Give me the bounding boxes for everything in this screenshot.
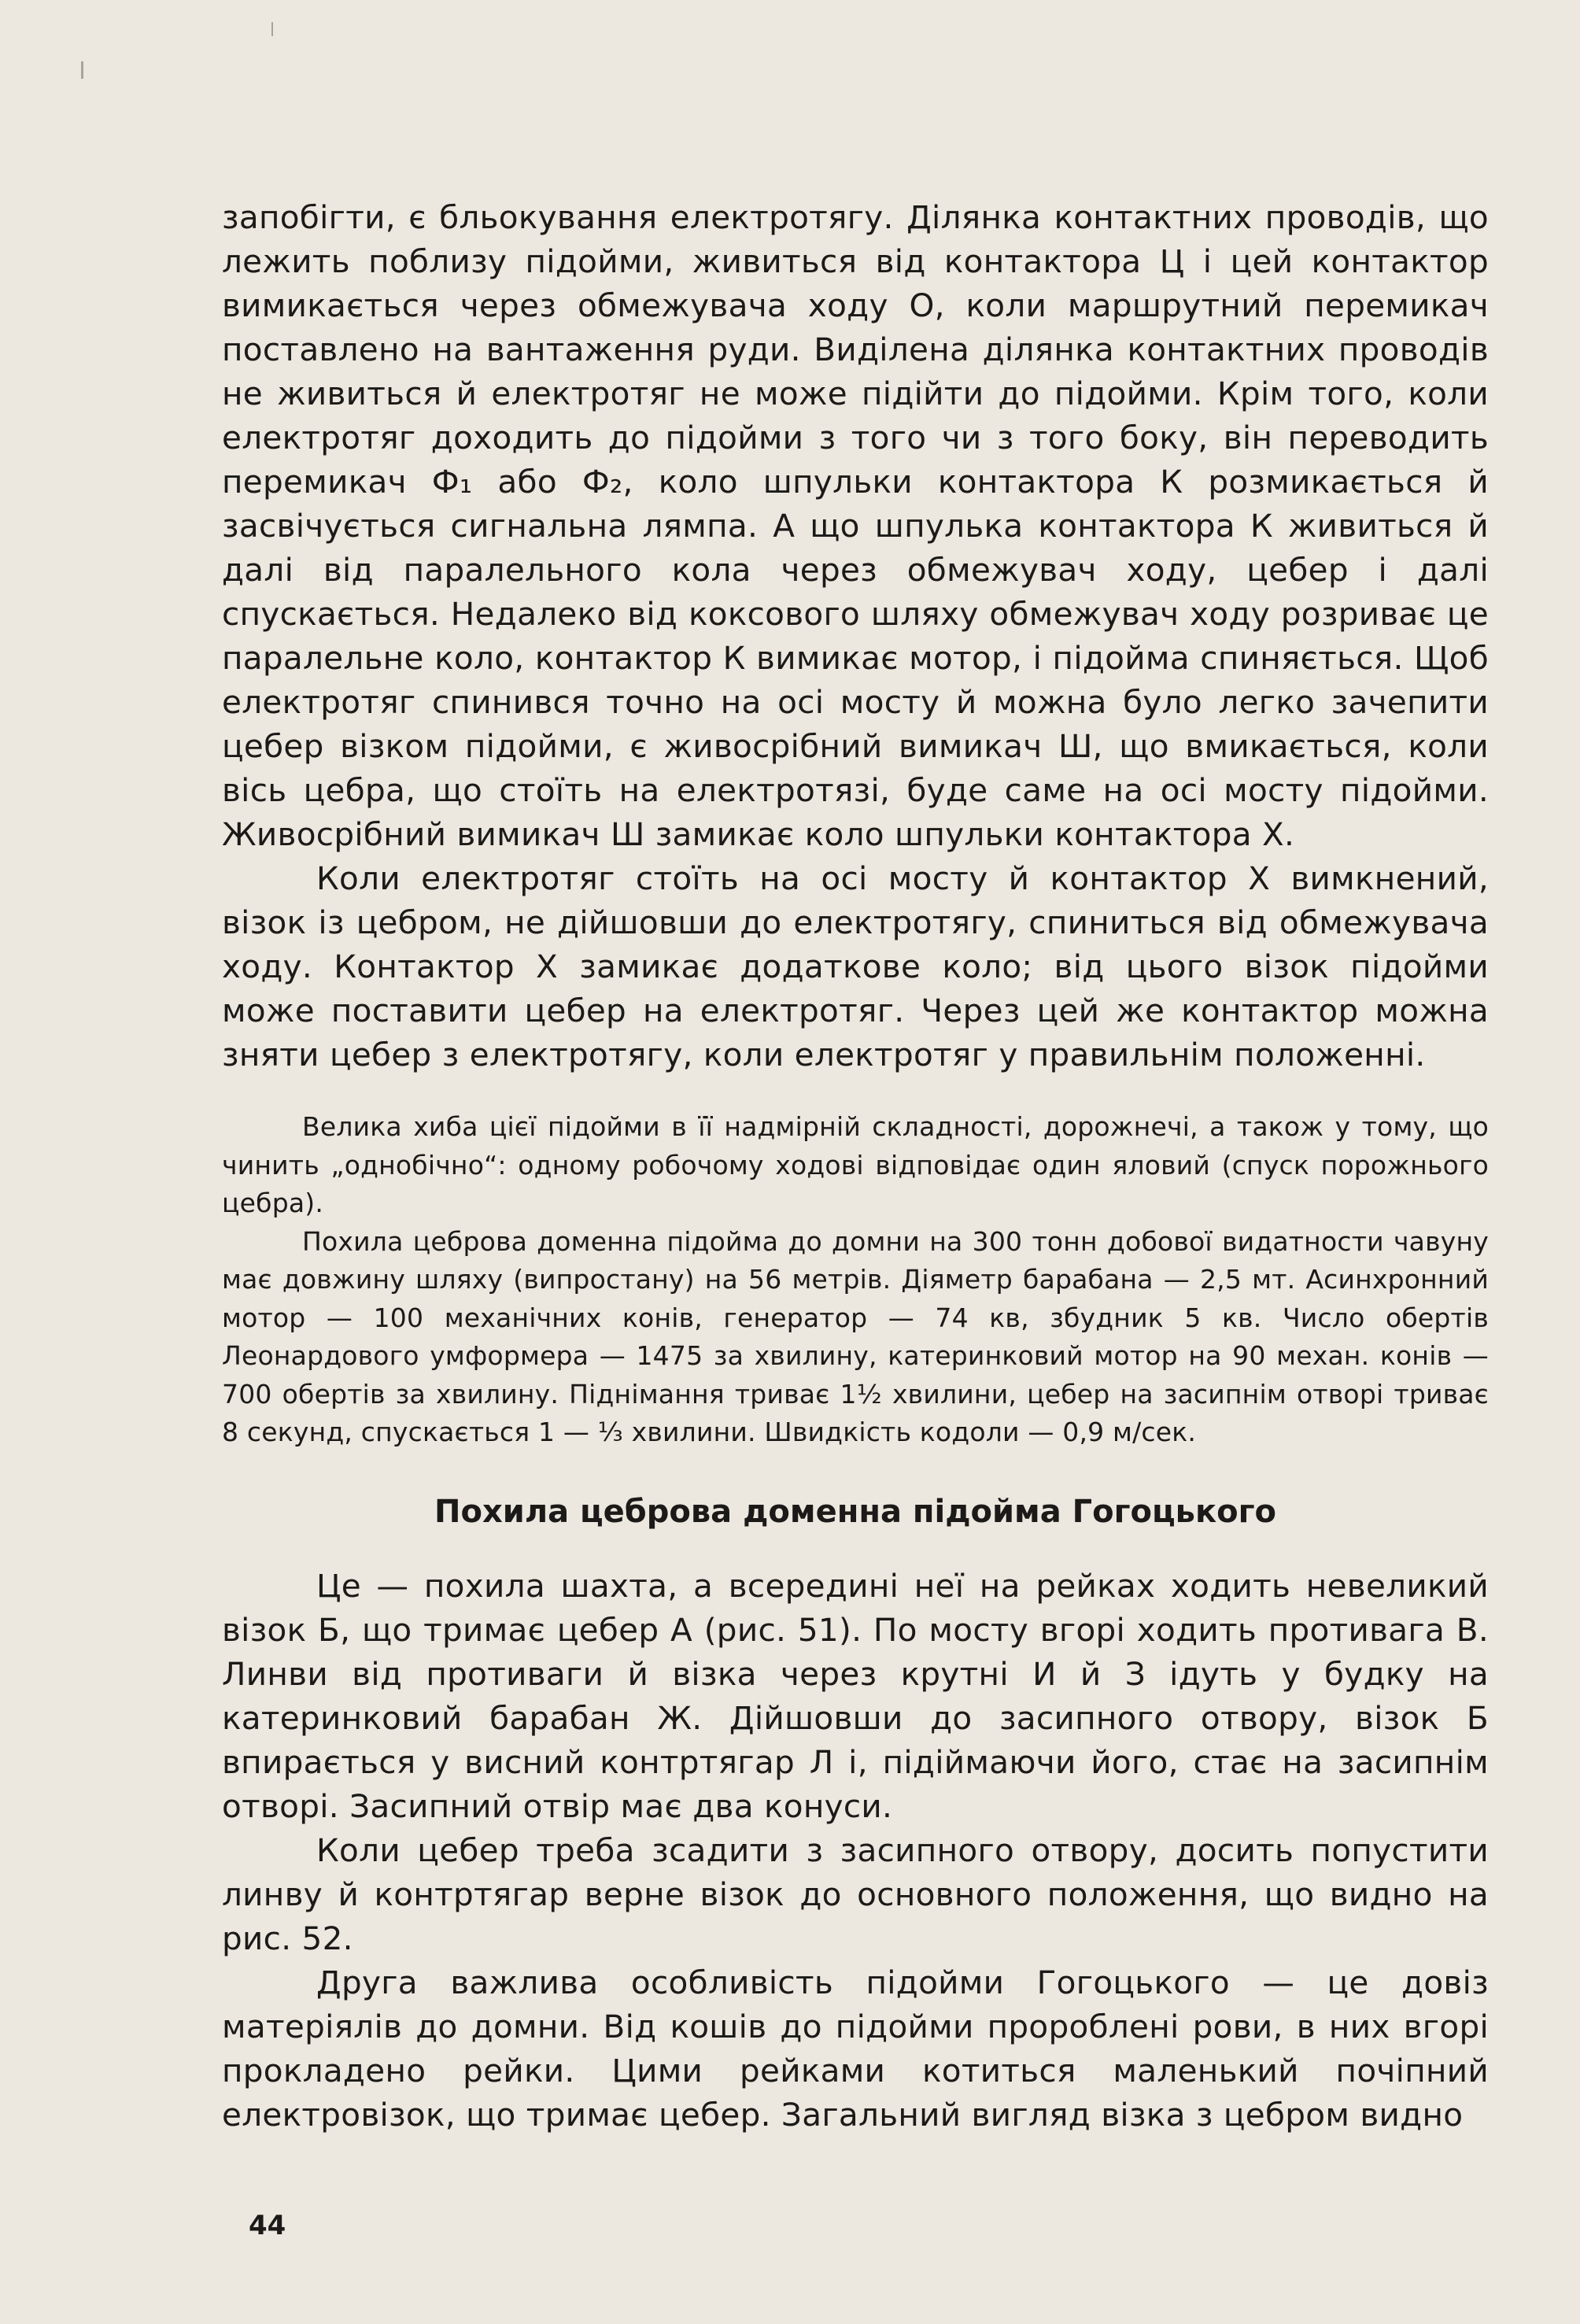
note-paragraph: Велика хиба цієї підойми в її надмірній складності, дорожнечі, а також у тому, що чинить „однобічно“: одному робочому ходові відповідає один яловий (спуск порожнього цебра). bbox=[222, 1111, 1489, 1218]
margin-mark bbox=[81, 61, 83, 79]
page-content bbox=[222, 195, 1489, 2137]
page-number: 44 bbox=[249, 2210, 286, 2241]
paragraph: запобігти, є бльокування електротягу. Ділянка контактних проводів, що лежить поблизу підойми, живиться від контактора Ц і цей контактор вимикається через обмежувача ходу О, коли маршрутний перемикач поставлено на вантаження руди. Виділена ділянка контактних проводів не живиться й електротяг не може підійти до підойми. Крім того, коли електротяг доходить до підойми з того чи з того боку, він переводить перемикач Ф₁ або Ф₂, коло шпульки контактора К розмикається й засвічується сигнальна лямпа. А що шпулька контактора К живиться й далі від паралельного кола через обмежувач ходу, цебер і далі спускається. Недалеко від коксового шляху обмежувач ходу розриває це паралельне коло, контактор К вимикає мотор, і підойма спиняється. Щоб електротяг спинився точно на осі мосту й можна було легко зачепити цебер візком підойми, є живосрібний вимикач Ш, що вмикається, коли вісь цебра, що стоїть на електротязі, буде саме на осі мосту підойми. Живосрібний вимикач Ш замикає коло шпульки контактора Х. bbox=[222, 198, 1489, 853]
paragraph: Коли електротяг стоїть на осі мосту й контактор Х вимкнений, візок із цебром, не дійшовши до електротягу, спиниться від обмежувача ходу. Контактор Х замикає додаткове коло; від цього візок підойми може поставити цебер на електротяг. Через цей же контактор можна зняти цебер з електротягу, коли електротяг у правильнім положенні. bbox=[222, 859, 1489, 1073]
section-heading: Похила цеброва доменна підойма Гогоцького bbox=[434, 1493, 1276, 1530]
paragraph: Це — похила шахта, а всередині неї на рейках ходить невеликий візок Б, що тримає цебер А (рис. 51). По мосту вгорі ходить противага В. Линви від противаги й візка через крутні И й З ідуть у будку на катеринковий барабан Ж. Дійшовши до засипного отвору, візок Б впирається у висний контртягар Л і, підіймаючи його, стає на засипнім отворі. Засипний отвір має два конуси. bbox=[222, 1566, 1489, 1825]
note-paragraph: Похила цеброва доменна підойма до домни на 300 тонн добової видатности чавуну має довжину шляху (випростану) на 56 метрів. Діяметр барабана — 2,5 мт. Асинхронний мотор — 100 механічних конів, генератор — 74 кв, збудник 5 кв. Число обертів Леонардового умформера — 1475 за хвилину, катеринковий мотор на 90 механ. конів — 700 обертів за хвилину. Піднімання триває 1½ хвилини, цебер на засипнім отворі триває 8 секунд, спускається 1 — ⅓ хвилини. Швидкість кодоли — 0,9 м/сек. bbox=[222, 1225, 1489, 1447]
paragraph: Друга важлива особливість підойми Гогоцького — це довіз матеріялів до домни. Від кошів до підойми пророблені рови, в них вгорі прокладено рейки. Цими рейками котиться маленький почіпний електровізок, що тримає цебер. Загальний вигляд візка з цебром видно bbox=[222, 1963, 1489, 2134]
margin-mark bbox=[271, 22, 273, 36]
paragraph: Коли цебер треба зсадити з засипного отвору, досить попустити линву й контртягар верне візок до основного положення, що видно на рис. 52. bbox=[222, 1831, 1489, 1957]
